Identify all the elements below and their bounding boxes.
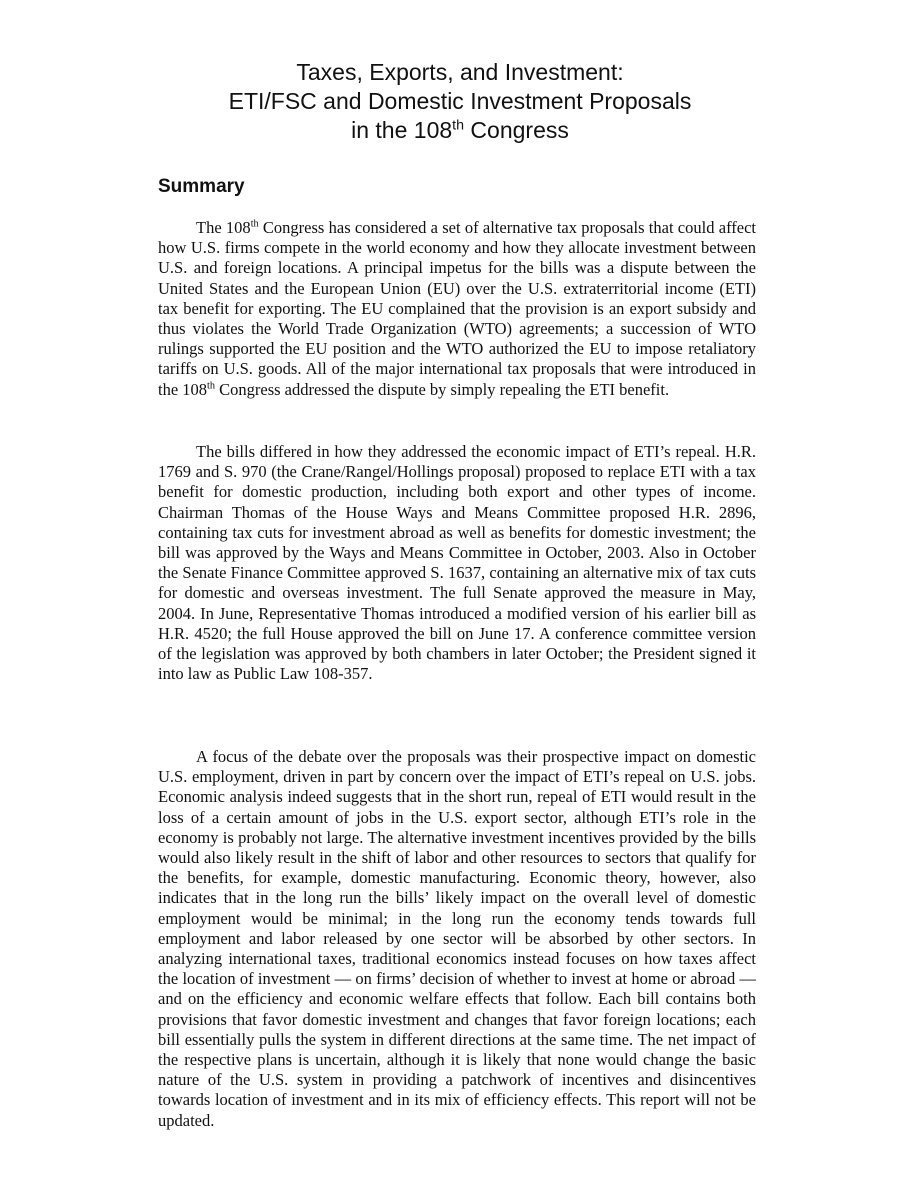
title-line-3-suffix: Congress [464, 117, 569, 143]
paragraph-1-text [158, 218, 756, 400]
title-line-2: ETI/FSC and Domestic Investment Proposals [228, 88, 692, 114]
paragraph-3-text: A focus of the debate over the proposals was their prospective impact on domestic U.S. employment, driven in part by concern over the impact of ETI’s repeal on U.S. jobs. Economic analysis indeed suggests that in the short run, repeal of ETI would result in the loss of a certain amount of jobs in the U.S. export sector, although ETI’s role in the economy is probably not large. The alternative investment incentives provided by the bills would also likely result in the shift of labor and other resources to sectors that qualify for the benefits, for example, domestic manufacturing. Economic theory, however, also indicates that in the long run the bills’ likely impact on the overall level of domestic employment would be minimal; in the long run the economy tends towards full employment and labor released by one sector will be absorbed by other sectors. In analyzing international taxes, traditional economics instead focuses on how taxes affect the location of investment — on firms’ decision of whether to invest at home or abroad — and on the efficiency and economic welfare effects that follow. Each bill contains both provisions that favor domestic investment and changes that favor foreign locations; each bill essentially pulls the system in different directions at the same time. The net impact of the respective plans is uncertain, although it is likely that none would change the basic nature of the U.S. system in providing a patchwork of incentives and disincentives towards location of investment and in its mix of efficiency effects. This report will not be updated. [158, 747, 756, 1130]
paragraph-1-part-c: Congress addressed the dispute by simply repealing the ETI benefit. [215, 379, 670, 399]
paragraph-1-superscript-1: th [250, 218, 259, 230]
summary-paragraph-3 [158, 747, 756, 1131]
paragraph-1-superscript-2: th [207, 380, 215, 392]
summary-heading: Summary [158, 176, 245, 197]
summary-paragraph-1 [158, 218, 756, 400]
paragraph-2-text: The bills differed in how they addressed the economic impact of ETI’s repeal. H.R. 1769 and S. 970 (the Crane/Rangel/Hollings proposal) proposed to replace ETI with a tax benefit for domestic production, including both export and other types of income. Chairman Thomas of the House Ways and Means Committee proposed H.R. 2896, containing tax cuts for investment abroad as well as benefits for domestic investment; the bill was approved by the Ways and Means Committee in October, 2003. Also in October the Senate Finance Committee approved S. 1637, containing an alternative mix of tax cuts for domestic and overseas investment. The full Senate approved the measure in May, 2004. In June, Representative Thomas introduced a modified version of his earlier bill as H.R. 4520; the full House approved the bill on June 17. A conference committee version of the legislation was approved by both chambers in later October; the President signed it into law as Public Law 108-357. [158, 442, 756, 684]
title-line-3 [0, 116, 920, 145]
paragraph-1-part-b: Congress has considered a set of alternative tax proposals that could affect how U.S. firms compete in the world economy and how they allocate investment between U.S. and foreign locations. A principal impetus for the bills was a dispute between the United States and the European Union (EU) over the U.S. extraterritorial income (ETI) tax benefit for exporting. The EU complained that the provision is an export subsidy and thus violates the World Trade Organization (WTO) agreements; a succession of WTO rulings supported the EU position and the WTO authorized the EU to impose retaliatory tariffs on U.S. goods. All of the major international tax proposals that were introduced in the 108 [158, 218, 756, 399]
document-title [0, 58, 920, 145]
title-line-1: Taxes, Exports, and Investment: [296, 59, 624, 85]
title-line-3-superscript: th [452, 117, 465, 134]
title-line-3-prefix: in the 108 [351, 117, 453, 143]
paragraph-1-part-a: The 108 [196, 218, 251, 237]
summary-paragraph-2 [158, 442, 756, 684]
